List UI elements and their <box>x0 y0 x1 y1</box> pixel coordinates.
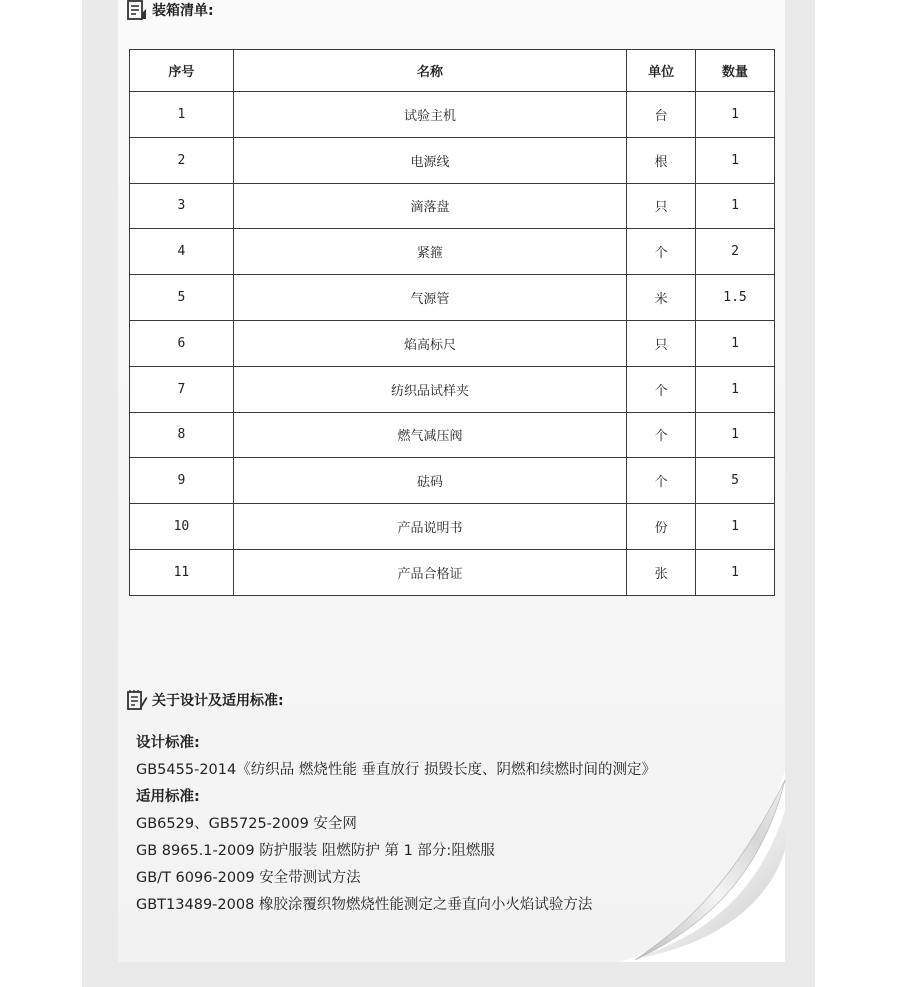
row-name: 产品说明书 <box>233 504 626 550</box>
row-name: 产品合格证 <box>233 549 626 595</box>
packing-list-heading <box>126 0 214 21</box>
page-curl-decoration <box>600 770 785 962</box>
design-standard-label: 设计标准: <box>136 735 200 751</box>
table-header-row <box>130 50 775 92</box>
apply-standard-item: GB 8965.1-2009 防护服装 阻燃防护 第 1 部分:阻燃服 <box>136 843 495 859</box>
apply-standard-label: 适用标准: <box>136 789 200 805</box>
table-row <box>130 458 775 504</box>
row-unit: 个 <box>627 458 696 504</box>
row-unit: 份 <box>627 504 696 550</box>
row-index: 11 <box>130 549 234 595</box>
notepad-pen-icon <box>126 689 148 711</box>
table-row <box>130 275 775 321</box>
column-header-name: 名称 <box>233 50 626 92</box>
row-index: 7 <box>130 366 234 412</box>
table-row <box>130 549 775 595</box>
table-row <box>130 137 775 183</box>
apply-standard-item: GB/T 6096-2009 安全带测试方法 <box>136 870 361 886</box>
document-list-icon <box>126 0 148 21</box>
row-quantity: 1 <box>696 412 775 458</box>
standards-heading <box>126 689 284 711</box>
table-row <box>130 92 775 138</box>
row-unit: 个 <box>627 229 696 275</box>
row-unit: 根 <box>627 137 696 183</box>
row-index: 8 <box>130 412 234 458</box>
packing-list-table <box>129 49 775 596</box>
row-index: 10 <box>130 504 234 550</box>
row-unit: 台 <box>627 92 696 138</box>
table-row <box>130 320 775 366</box>
table-row <box>130 229 775 275</box>
row-name: 滴落盘 <box>233 183 626 229</box>
row-name: 砝码 <box>233 458 626 504</box>
row-quantity: 1 <box>696 366 775 412</box>
apply-standard-item: GBT13489-2008 橡胶涂覆织物燃烧性能测定之垂直向小火焰试验方法 <box>136 897 593 913</box>
column-header-quantity: 数量 <box>696 50 775 92</box>
row-unit: 米 <box>627 275 696 321</box>
row-index: 1 <box>130 92 234 138</box>
row-index: 2 <box>130 137 234 183</box>
row-unit: 个 <box>627 412 696 458</box>
row-quantity: 2 <box>696 229 775 275</box>
apply-standard-item: GB6529、GB5725-2009 安全网 <box>136 816 357 832</box>
table-row <box>130 504 775 550</box>
packing-list-title: 装箱清单: <box>152 3 214 19</box>
row-unit: 个 <box>627 366 696 412</box>
row-quantity: 1 <box>696 320 775 366</box>
row-index: 3 <box>130 183 234 229</box>
row-unit: 张 <box>627 549 696 595</box>
row-name: 纺织品试样夹 <box>233 366 626 412</box>
row-quantity: 1.5 <box>696 275 775 321</box>
table-row <box>130 412 775 458</box>
row-name: 电源线 <box>233 137 626 183</box>
row-index: 6 <box>130 320 234 366</box>
row-name: 紧箍 <box>233 229 626 275</box>
table-row <box>130 366 775 412</box>
row-quantity: 1 <box>696 549 775 595</box>
row-index: 4 <box>130 229 234 275</box>
row-name: 燃气减压阀 <box>233 412 626 458</box>
row-index: 5 <box>130 275 234 321</box>
row-quantity: 1 <box>696 504 775 550</box>
row-index: 9 <box>130 458 234 504</box>
row-name: 试验主机 <box>233 92 626 138</box>
standards-title: 关于设计及适用标准: <box>152 693 284 709</box>
row-unit: 只 <box>627 320 696 366</box>
column-header-index: 序号 <box>130 50 234 92</box>
row-name: 气源管 <box>233 275 626 321</box>
row-quantity: 1 <box>696 183 775 229</box>
row-name: 焰高标尺 <box>233 320 626 366</box>
row-quantity: 5 <box>696 458 775 504</box>
row-quantity: 1 <box>696 92 775 138</box>
row-unit: 只 <box>627 183 696 229</box>
column-header-unit: 单位 <box>627 50 696 92</box>
table-row <box>130 183 775 229</box>
row-quantity: 1 <box>696 137 775 183</box>
design-standard-item: GB5455-2014《纺织品 燃烧性能 垂直放行 损毁长度、阴燃和续燃时间的测定》 <box>136 762 657 778</box>
